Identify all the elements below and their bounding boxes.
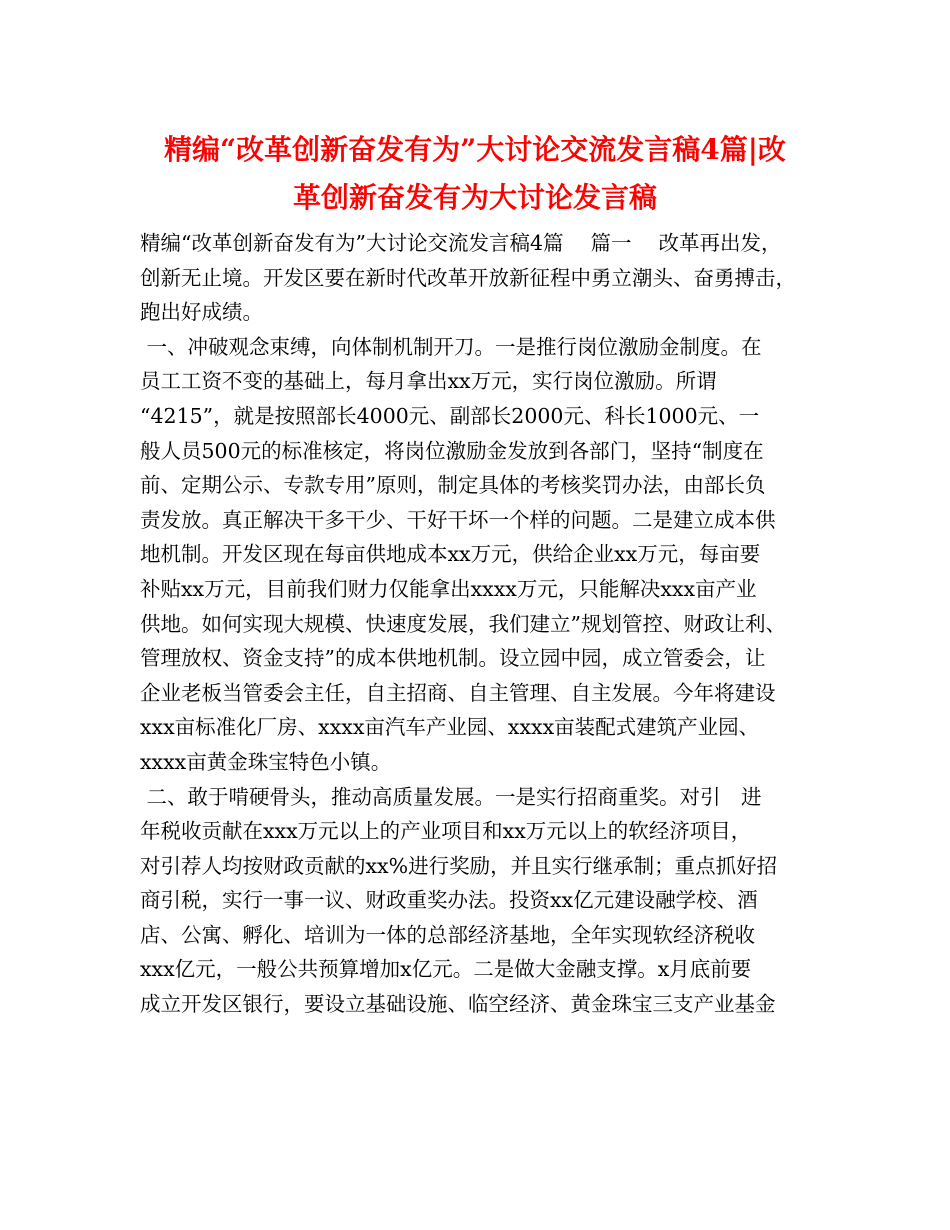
body-line: 员工工资不变的基础上，每月拿出xx万元，实行岗位激励。所谓 xyxy=(140,369,717,394)
body-line: “4215”，就是按照部长4000元、副部长2000元、科长1000元、一 xyxy=(140,403,760,428)
body-line: xxxx亩黄金珠宝特色小镇。 xyxy=(140,749,392,774)
body-line: 企业老板当管委会主任，自主招商、自主管理、自主发展。今年将建设 xyxy=(140,680,776,705)
body-line: xxx亩标准化厂房、xxxx亩汽车产业园、xxxx亩装配式建筑产业园、 xyxy=(140,715,760,740)
body-line: 前、定期公示、专款专用”原则，制定具体的考核奖罚办法，由部长负 xyxy=(140,473,766,498)
document-body xyxy=(140,226,830,1022)
body-line: 商引税，实行一事一议、财政重奖办法。投资xx亿元建设融学校、酒 xyxy=(140,888,758,913)
body-line: 成立开发区银行，要设立基础设施、临空经济、黄金珠宝三支产业基金 xyxy=(140,992,776,1017)
body-line: 二、敢于啃硬骨头，推动高质量发展。一是实行招商重奖。对引 进 xyxy=(140,784,762,809)
body-line: 般人员500元的标准核定，将岗位激励金发放到各部门，坚持“制度在 xyxy=(140,438,764,463)
body-line: 一、冲破观念束缚，向体制机制开刀。一是推行岗位激励金制度。在 xyxy=(140,334,762,359)
body-line: 店、公寓、孵化、培训为一体的总部经济基地，全年实现软经济税收 xyxy=(140,922,755,947)
body-line: 精编“改革创新奋发有为”大讨论交流发言稿4篇 篇一 改革再出发， xyxy=(140,231,782,255)
body-line: 责发放。真正解决干多干少、干好干坏一个样的问题。二是建立成本供 xyxy=(140,507,776,532)
body-line: xxx亿元，一般公共预算增加x亿元。二是做大金融支撑。x月底前要 xyxy=(140,957,752,982)
body-line: 管理放权、资金支持”的成本供地机制。设立园中园，成立管委会，让 xyxy=(140,646,766,671)
body-line: 跑出好成绩。 xyxy=(140,300,263,325)
title-line: 革创新奋发有为大讨论发言稿 xyxy=(292,181,657,214)
body-line: 对引荐人均按财政贡献的xx%进行奖励，并且实行继承制；重点抓好招 xyxy=(140,853,778,878)
title-line: 精编“改革创新奋发有为”大讨论交流发言稿4篇|改 xyxy=(164,133,786,166)
document-title xyxy=(120,126,830,222)
body-line: 地机制。开发区现在每亩供地成本xx万元，供给企业xx万元，每亩要 xyxy=(140,542,761,567)
body-line: 创新无止境。开发区要在新时代改革开放新征程中勇立潮头、奋勇搏击， xyxy=(140,265,796,290)
body-line: 年税收贡献在xxx万元以上的产业项目和xx万元以上的软经济项目， xyxy=(140,819,752,844)
body-line: 供地。如何实现大规模、快速度发展，我们建立”规划管控、财政让利、 xyxy=(140,611,786,636)
body-line: 补贴xx万元，目前我们财力仅能拿出xxxx万元，只能解决xxx亩产业 xyxy=(140,576,757,601)
